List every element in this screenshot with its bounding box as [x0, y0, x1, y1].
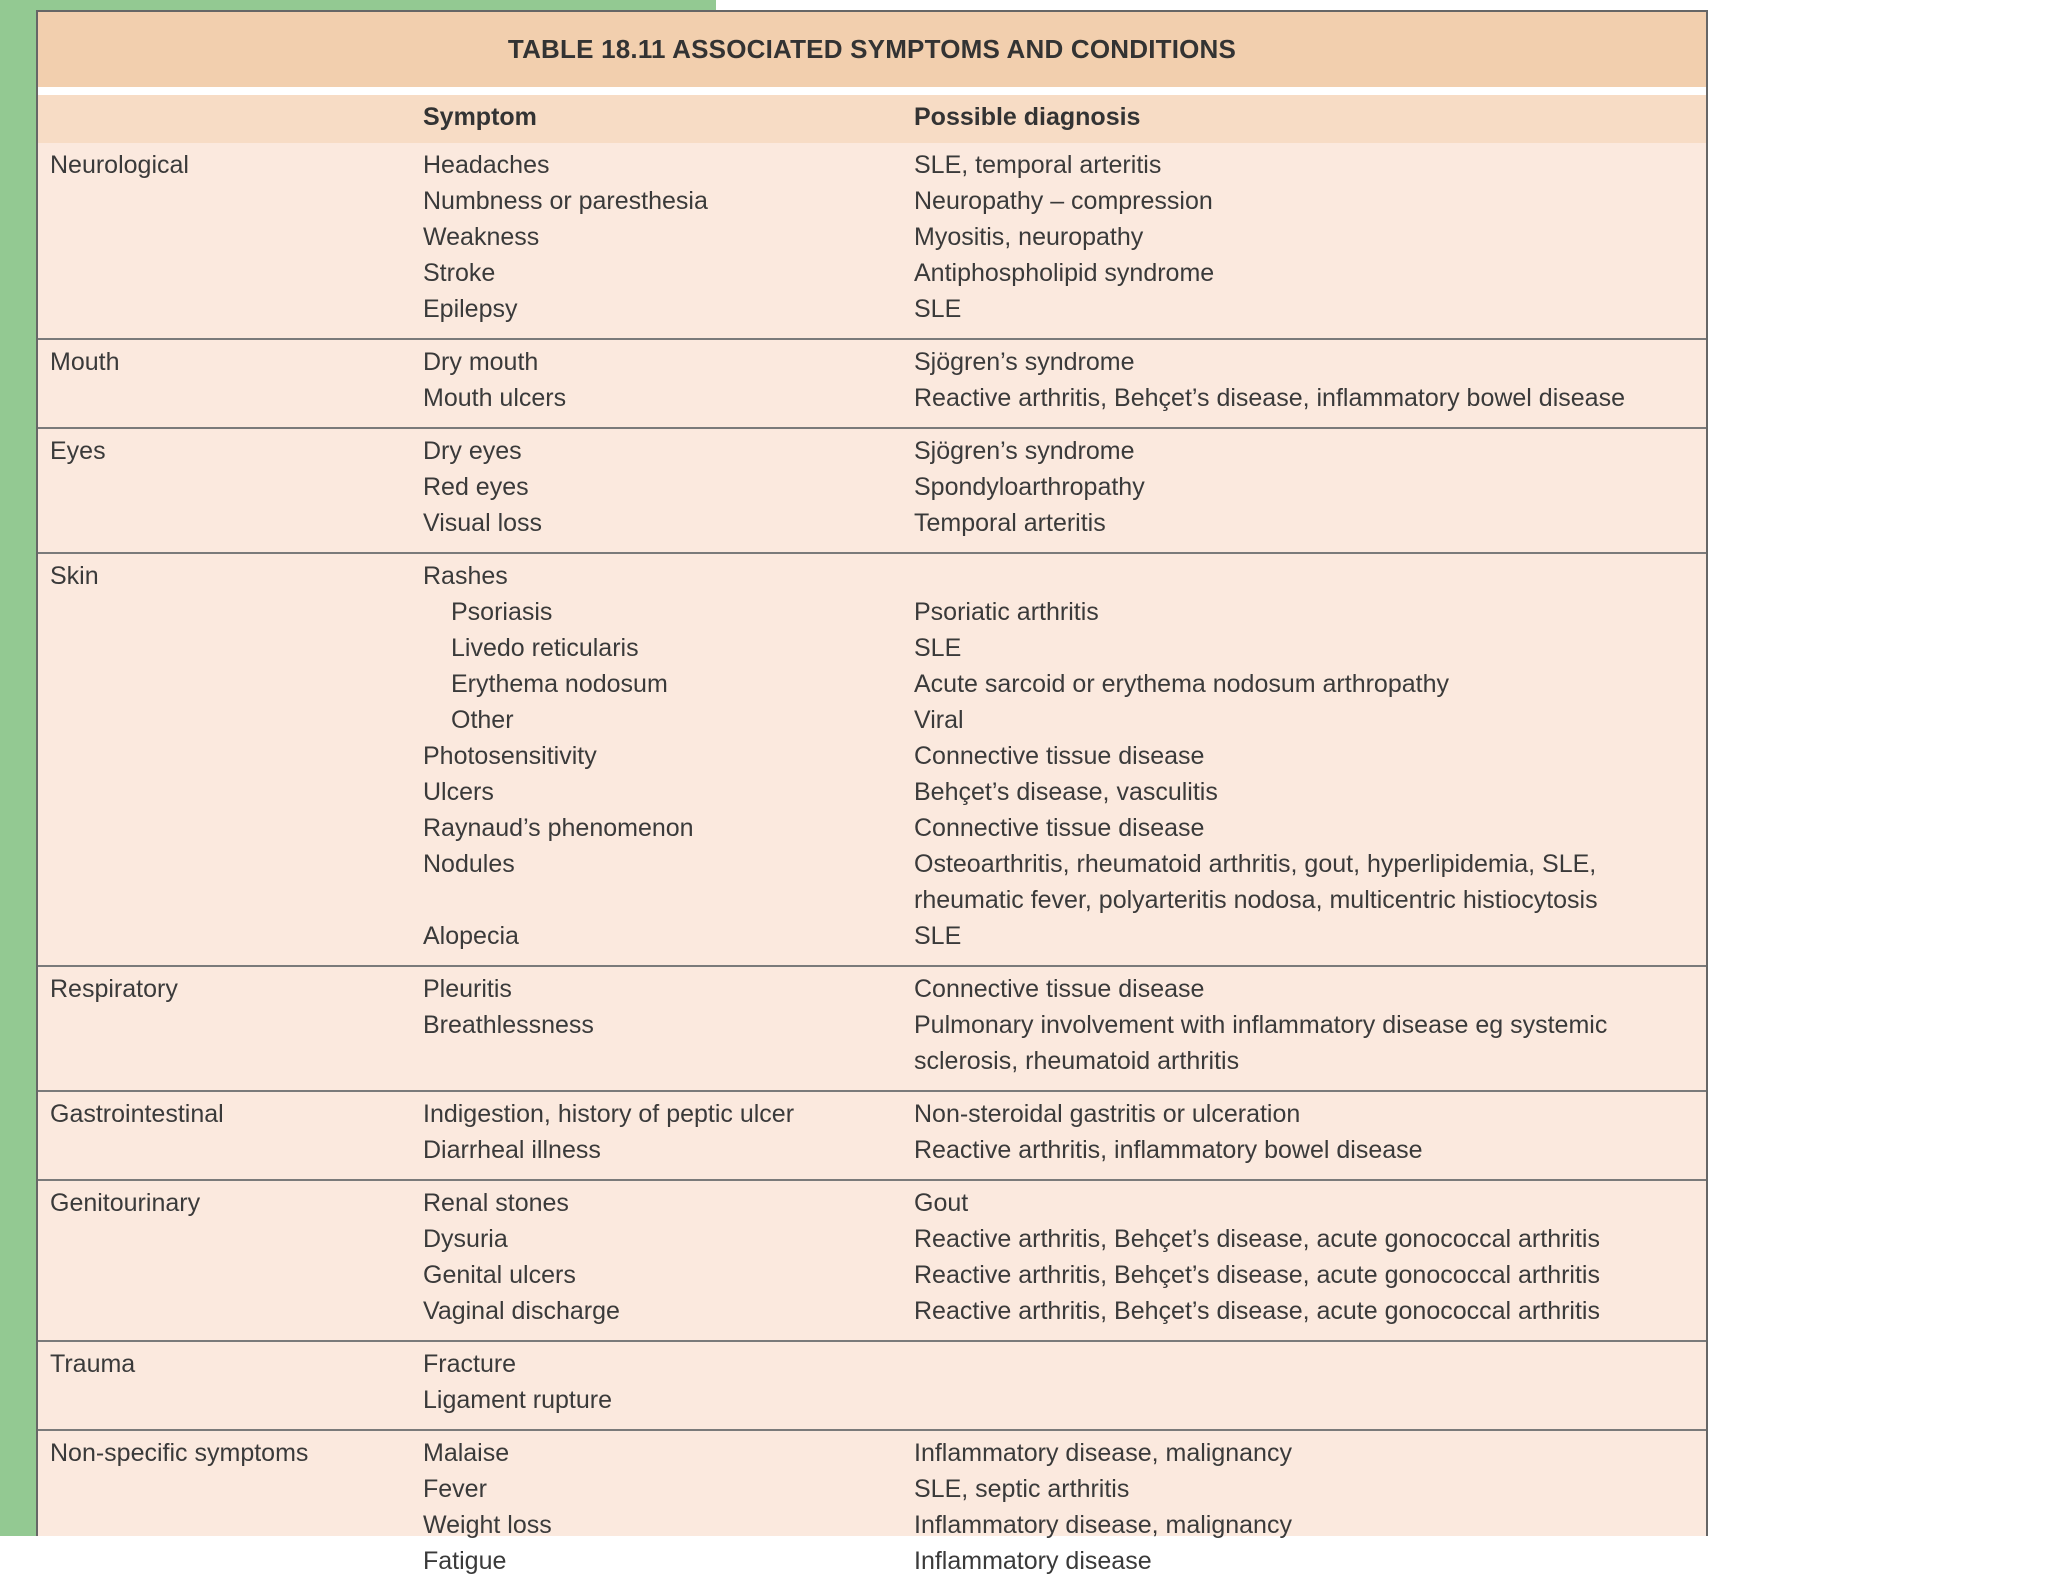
symptom-cell: Fracture — [423, 1350, 517, 1378]
table-group — [38, 143, 1706, 340]
table-row — [38, 740, 1706, 776]
category-cell: Gastrointestinal — [50, 1100, 224, 1128]
table-row — [38, 1187, 1706, 1223]
table-row — [38, 668, 1706, 704]
symptom-cell: Ulcers — [423, 778, 494, 806]
table-row — [38, 973, 1706, 1009]
table-row — [38, 149, 1706, 185]
diagnosis-cell: Temporal arteritis — [914, 509, 1106, 537]
symptom-cell: Rashes — [423, 562, 508, 590]
diagnosis-cell: Psoriatic arthritis — [914, 598, 1099, 626]
symptoms-table — [36, 10, 1708, 1575]
category-cell: Neurological — [50, 151, 189, 179]
symptom-cell: Ligament rupture — [423, 1386, 613, 1414]
symptom-cell: Mouth ulcers — [423, 384, 567, 412]
table-row — [38, 185, 1706, 221]
symptom-cell: Alopecia — [423, 922, 519, 950]
table-group — [38, 1181, 1706, 1342]
table-row — [38, 293, 1706, 329]
table-group — [38, 1092, 1706, 1181]
table-group — [38, 429, 1706, 554]
table-row — [38, 1473, 1706, 1509]
diagnosis-cell: SLE — [914, 634, 962, 662]
header-symptom: Symptom — [423, 103, 537, 131]
table-row — [38, 382, 1706, 418]
diagnosis-cell: Behçet’s disease, vasculitis — [914, 778, 1218, 806]
header-diagnosis: Possible diagnosis — [914, 103, 1141, 131]
table-row — [38, 704, 1706, 740]
table-row — [38, 560, 1706, 596]
diagnosis-cell: Viral — [914, 706, 964, 734]
category-cell: Non-specific symptoms — [50, 1439, 309, 1467]
diagnosis-cell: Sjögren’s syndrome — [914, 348, 1135, 376]
category-cell: Trauma — [50, 1350, 136, 1378]
diagnosis-cell: Reactive arthritis, Behçet’s disease, acute gonococcal arthritis — [914, 1225, 1600, 1253]
table-row — [38, 257, 1706, 293]
table-header-row — [38, 95, 1706, 143]
table-row — [38, 471, 1706, 507]
symptom-cell: Breathlessness — [423, 1011, 594, 1039]
diagnosis-cell: Pulmonary involvement with inflammatory disease eg systemic — [914, 1011, 1608, 1039]
table-row — [38, 848, 1706, 884]
symptom-cell: Dysuria — [423, 1225, 508, 1253]
diagnosis-cell: Myositis, neuropathy — [914, 223, 1144, 251]
symptom-cell: Genital ulcers — [423, 1261, 576, 1289]
table-row — [38, 1384, 1706, 1420]
table-row — [38, 920, 1706, 956]
symptom-cell: Indigestion, history of peptic ulcer — [423, 1100, 795, 1128]
symptom-cell: Stroke — [423, 259, 496, 287]
category-cell: Respiratory — [50, 975, 178, 1003]
table-row — [38, 221, 1706, 257]
table-group — [38, 1342, 1706, 1431]
table-row — [38, 1509, 1706, 1545]
category-cell: Eyes — [50, 437, 106, 465]
table-title: TABLE 18.11 ASSOCIATED SYMPTOMS AND CONDITIONS — [38, 12, 1706, 87]
table-row — [38, 1259, 1706, 1295]
symptom-cell: Malaise — [423, 1439, 510, 1467]
diagnosis-cell: Antiphospholipid syndrome — [914, 259, 1215, 287]
diagnosis-cell: Osteoarthritis, rheumatoid arthritis, gout, hyperlipidemia, SLE, — [914, 850, 1597, 878]
table-row — [38, 507, 1706, 543]
symptom-cell: Weakness — [423, 223, 540, 251]
symptom-cell: Fever — [423, 1475, 487, 1503]
diagnosis-cell: Reactive arthritis, Behçet’s disease, inflammatory bowel disease — [914, 384, 1625, 412]
table-body — [38, 143, 1706, 1590]
symptom-cell: Dry eyes — [423, 437, 522, 465]
diagnosis-cell: Reactive arthritis, Behçet’s disease, acute gonococcal arthritis — [914, 1297, 1600, 1325]
table-row — [38, 632, 1706, 668]
diagnosis-cell: Non-steroidal gastritis or ulceration — [914, 1100, 1301, 1128]
table-row — [38, 1437, 1706, 1473]
table-row — [38, 596, 1706, 632]
diagnosis-cell: SLE — [914, 295, 962, 323]
symptom-cell: Numbness or paresthesia — [423, 187, 708, 215]
category-cell: Skin — [50, 562, 99, 590]
top-green-strip — [0, 0, 716, 10]
table-row — [38, 812, 1706, 848]
table-row — [38, 346, 1706, 382]
diagnosis-cell: sclerosis, rheumatoid arthritis — [914, 1047, 1240, 1075]
diagnosis-cell: rheumatic fever, polyarteritis nodosa, multicentric histiocytosis — [914, 886, 1598, 914]
diagnosis-cell: Inflammatory disease, malignancy — [914, 1439, 1292, 1467]
diagnosis-cell: Reactive arthritis, Behçet’s disease, acute gonococcal arthritis — [914, 1261, 1600, 1289]
diagnosis-cell: Gout — [914, 1189, 969, 1217]
symptom-cell: Dry mouth — [423, 348, 539, 376]
symptom-cell: Fatigue — [423, 1547, 507, 1575]
symptom-cell: Renal stones — [423, 1189, 569, 1217]
table-row — [38, 1045, 1706, 1081]
diagnosis-cell: Connective tissue disease — [914, 742, 1205, 770]
table-row — [38, 1348, 1706, 1384]
table-row — [38, 1009, 1706, 1045]
table-row — [38, 1098, 1706, 1134]
table-row — [38, 435, 1706, 471]
divider — [38, 87, 1706, 95]
symptom-cell: Epilepsy — [423, 295, 518, 323]
diagnosis-cell: Acute sarcoid or erythema nodosum arthropathy — [914, 670, 1449, 698]
symptom-cell: Nodules — [423, 850, 515, 878]
table-group — [38, 1431, 1706, 1590]
table-row — [38, 1545, 1706, 1581]
symptom-cell: Raynaud’s phenomenon — [423, 814, 694, 842]
table-row — [38, 1134, 1706, 1170]
diagnosis-cell: Inflammatory disease — [914, 1547, 1152, 1575]
diagnosis-cell: Sjögren’s syndrome — [914, 437, 1135, 465]
left-green-bar — [0, 0, 36, 1536]
diagnosis-cell: SLE, septic arthritis — [914, 1475, 1130, 1503]
symptom-cell: Red eyes — [423, 473, 529, 501]
table-group — [38, 967, 1706, 1092]
category-cell: Genitourinary — [50, 1189, 201, 1217]
table-row — [38, 776, 1706, 812]
category-cell: Mouth — [50, 348, 120, 376]
symptom-cell: Visual loss — [423, 509, 543, 537]
table-group — [38, 554, 1706, 967]
table-row — [38, 1295, 1706, 1331]
diagnosis-cell: SLE, temporal arteritis — [914, 151, 1162, 179]
diagnosis-cell: Inflammatory disease, malignancy — [914, 1511, 1292, 1539]
symptom-cell: Livedo reticularis — [451, 634, 639, 662]
diagnosis-cell: Connective tissue disease — [914, 814, 1205, 842]
table-row — [38, 1223, 1706, 1259]
symptom-cell: Diarrheal illness — [423, 1136, 601, 1164]
symptom-cell: Photosensitivity — [423, 742, 597, 770]
symptom-cell: Pleuritis — [423, 975, 512, 1003]
symptom-cell: Headaches — [423, 151, 550, 179]
diagnosis-cell: Spondyloarthropathy — [914, 473, 1145, 501]
diagnosis-cell: Neuropathy – compression — [914, 187, 1213, 215]
diagnosis-cell: SLE — [914, 922, 962, 950]
symptom-cell: Psoriasis — [451, 598, 553, 626]
symptom-cell: Weight loss — [423, 1511, 552, 1539]
symptom-cell: Other — [451, 706, 514, 734]
diagnosis-cell: Connective tissue disease — [914, 975, 1205, 1003]
table-group — [38, 340, 1706, 429]
symptom-cell: Erythema nodosum — [451, 670, 668, 698]
symptom-cell: Vaginal discharge — [423, 1297, 620, 1325]
diagnosis-cell: Reactive arthritis, inflammatory bowel disease — [914, 1136, 1423, 1164]
table-row — [38, 884, 1706, 920]
